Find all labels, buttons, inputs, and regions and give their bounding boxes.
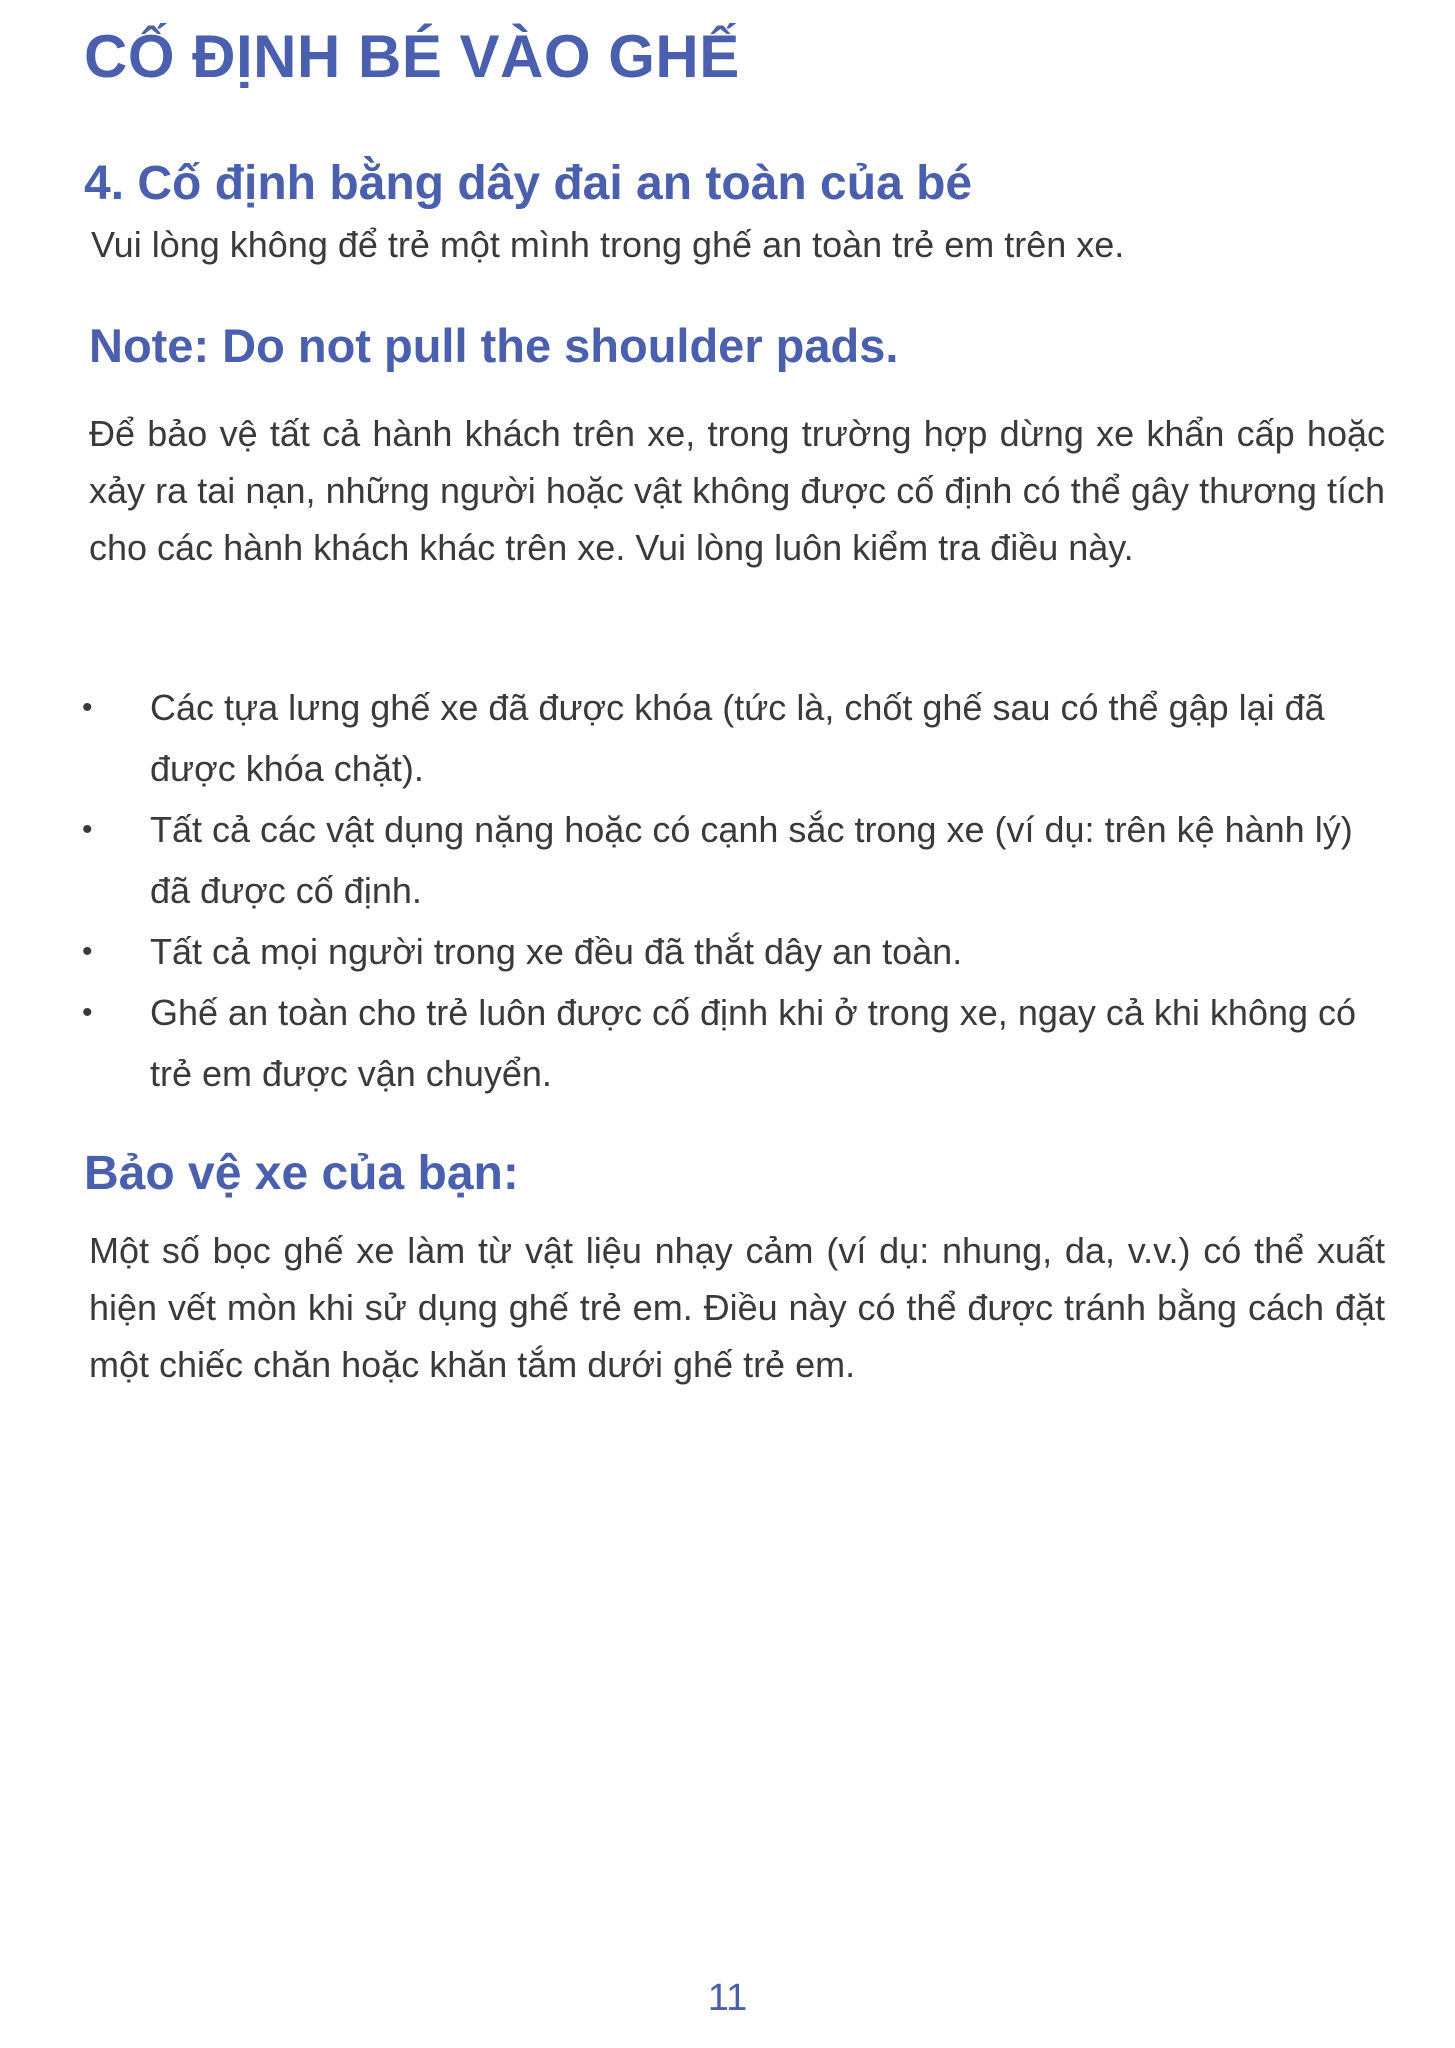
protect-car-paragraph: Một số bọc ghế xe làm từ vật liệu nhạy cảm (ví dụ: nhung, da, v.v.) có thể xuất hiện vết mòn khi sử dụng ghế trẻ em. Điều này có thể được tránh bằng cách đặt một chiếc chăn hoặc khăn tắm dưới ghế trẻ em. — [89, 1230, 1385, 1385]
bullet-icon: • — [82, 813, 93, 846]
list-item — [80, 799, 1400, 921]
protect-car-heading: Bảo vệ xe của bạn: — [84, 1147, 519, 1200]
list-item-text: Tất cả các vật dụng nặng hoặc có cạnh sắc trong xe (ví dụ: trên kệ hành lý) đã được cố định. — [150, 809, 1353, 911]
section-heading: 4. Cố định bằng dây đai an toàn của bé — [84, 157, 973, 210]
bullet-icon: • — [82, 691, 93, 724]
note-heading: Note: Do not pull the shoulder pads. — [89, 319, 899, 372]
page-number: 11 — [707, 1977, 748, 2019]
list-item — [80, 982, 1400, 1104]
list-item-text: Tất cả mọi người trong xe đều đã thắt dây an toàn. — [150, 931, 963, 972]
bullet-icon: • — [82, 996, 93, 1029]
page-title: CỐ ĐỊNH BÉ VÀO GHẾ — [84, 23, 740, 90]
list-item-text: Các tựa lưng ghế xe đã được khóa (tức là, chốt ghế sau có thể gập lại đã được khóa chặt). — [150, 687, 1325, 789]
checklist — [80, 677, 1400, 1104]
bullet-icon: • — [82, 935, 93, 968]
list-item — [80, 921, 1400, 982]
list-item — [80, 677, 1400, 799]
safety-paragraph: Để bảo vệ tất cả hành khách trên xe, trong trường hợp dừng xe khẩn cấp hoặc xảy ra tai nạn, những người hoặc vật không được cố định có thể gây thương tích cho các hành khách khác trên xe. Vui lòng luôn kiểm tra điều này. — [89, 413, 1385, 568]
list-item-text: Ghế an toàn cho trẻ luôn được cố định khi ở trong xe, ngay cả khi không có trẻ em được vận chuyển. — [150, 992, 1357, 1094]
intro-text: Vui lòng không để trẻ một mình trong ghế an toàn trẻ em trên xe. — [91, 224, 1125, 265]
